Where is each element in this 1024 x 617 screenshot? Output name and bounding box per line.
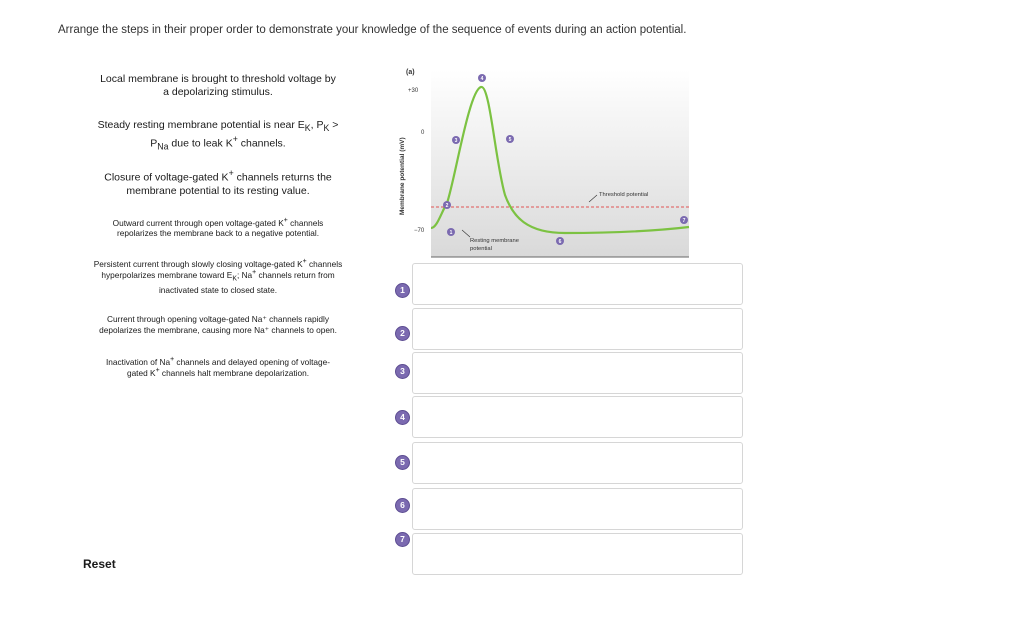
step-card-line: a depolarizing stimulus. (163, 86, 273, 99)
step-card-line: hyperpolarizes membrane toward $E_K$; Na+ channels return from (101, 269, 335, 283)
curve-marker-5 (506, 135, 514, 143)
tick-label-30: +30 (408, 88, 419, 94)
tick-label-70: −70 (414, 228, 425, 234)
step-card-line: Steady resting membrane potential is near $E_K$, $P_K$ > (97, 119, 339, 134)
tick-label-0: 0 (421, 130, 425, 136)
step-card-resting[interactable] (78, 119, 358, 153)
step-card-repolarize[interactable] (78, 217, 358, 239)
svg-text:5: 5 (508, 137, 512, 143)
slot-number-badge: 1 (395, 283, 410, 298)
step-card-line: Local membrane is brought to threshold voltage by (100, 73, 336, 85)
step-card-line: $P_{Na}$ due to leak K+ channels. (150, 134, 286, 152)
slot-number-badge: 4 (395, 410, 410, 425)
curve-marker-3 (452, 136, 460, 144)
step-card-hyperpolarize[interactable] (78, 258, 358, 295)
slot-number-badge: 7 (395, 532, 410, 547)
drop-slot-1[interactable] (412, 263, 743, 305)
y-axis-label: Membrane potential (mV) (399, 137, 406, 215)
step-card-line: Inactivation of Na+ channels and delayed opening of voltage- (105, 356, 331, 367)
svg-text:1: 1 (449, 230, 453, 236)
step-card-line: Outward current through open voltage-gated K+ channels (112, 217, 324, 228)
slot-number-badge: 5 (395, 455, 410, 470)
step-card-line: repolarizes the membrane back to a negative potential. (116, 228, 319, 239)
drop-slot-5[interactable] (412, 442, 743, 484)
svg-text:6: 6 (558, 239, 562, 245)
step-card-line: gated K+ channels halt membrane depolarization. (126, 367, 310, 379)
curve-marker-2 (443, 201, 451, 209)
step-card-depolarize[interactable] (78, 314, 358, 335)
drop-slot-4[interactable] (412, 396, 743, 438)
step-card-threshold[interactable] (78, 73, 358, 100)
curve-marker-4 (478, 74, 486, 82)
step-card-line: Current through opening voltage-gated Na⁺ channels rapidly (106, 314, 330, 324)
curve-marker-1 (447, 228, 455, 236)
plot-background (431, 70, 689, 257)
step-card-inactivation[interactable] (78, 356, 358, 379)
step-card-line: depolarizes the membrane, causing more Na⁺ channels to open. (99, 324, 337, 335)
svg-text:3: 3 (454, 138, 458, 144)
drop-slot-6[interactable] (412, 488, 743, 530)
instructions-text: Arrange the steps in their proper order to demonstrate your knowledge of the sequence of events during an action potential. (58, 24, 687, 36)
step-card-line: Closure of voltage-gated K+ channels returns the (104, 168, 332, 184)
drop-slot-7[interactable] (412, 533, 743, 575)
slot-number-badge: 3 (395, 364, 410, 379)
svg-text:4: 4 (480, 76, 484, 82)
curve-marker-7 (680, 216, 688, 224)
action-potential-figure (395, 65, 695, 265)
panel-label: (a) (406, 69, 415, 76)
slot-number-badge: 2 (395, 326, 410, 341)
reset-button[interactable]: Reset (83, 557, 116, 571)
slot-number-badge: 6 (395, 498, 410, 513)
resting-label-line2: potential (470, 246, 492, 252)
curve-marker-6 (556, 237, 564, 245)
threshold-label: Threshold potential (599, 192, 649, 198)
drop-slot-3[interactable] (412, 352, 743, 394)
step-card-line: membrane potential to its resting value. (126, 184, 310, 197)
step-card-line: inactivated state to closed state. (158, 284, 278, 295)
svg-text:7: 7 (682, 218, 686, 224)
drop-slot-2[interactable] (412, 308, 743, 350)
step-card-line: Persistent current through slowly closing voltage-gated K+ channels (93, 258, 343, 269)
svg-text:2: 2 (445, 203, 449, 209)
step-card-closure[interactable] (78, 168, 358, 198)
resting-label-line1: Resting membrane (470, 238, 519, 244)
